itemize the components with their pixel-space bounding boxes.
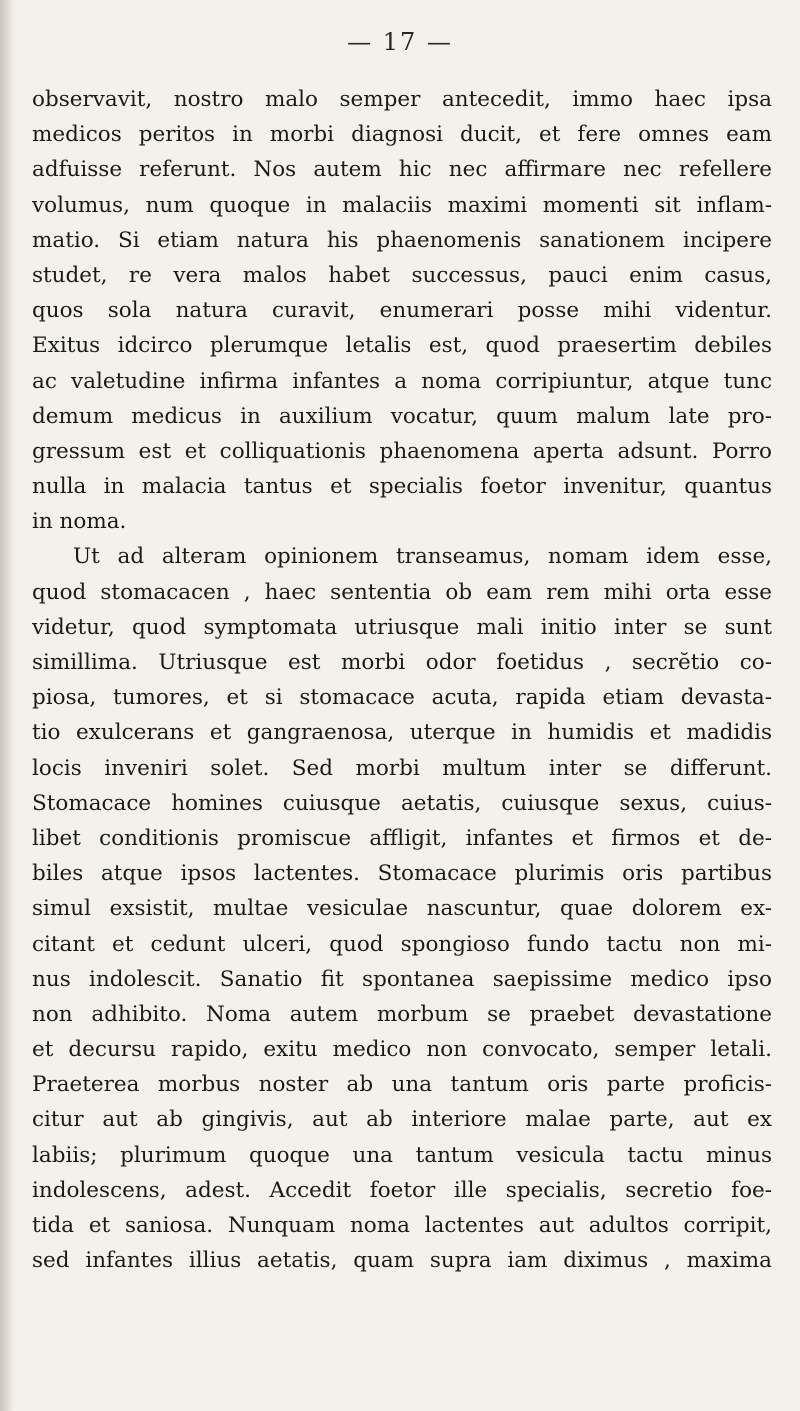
text-line-33: tida et saniosa. Nunquam noma lactentes aut adultos corripit,	[32, 1213, 772, 1238]
text-line-18: piosa, tumores, et si stomacace acuta, rapida etiam devasta-	[32, 685, 772, 711]
text-line-9: ac valetudine infirma infantes a noma corripiuntur, atque tunc	[32, 368, 772, 394]
text-line-29: Praeterea morbus noster ab una tantum oris parte proficis-	[32, 1072, 772, 1098]
text-line-21: Stomacace homines cuiusque aetatis, cuiusque sexus, cuius-	[32, 790, 772, 816]
text-line-13: in noma.	[32, 509, 127, 535]
text-line-28: et decursu rapido, exitu medico non convocato, semper letali.	[32, 1037, 772, 1063]
text-line-8: Exitus idcirco plerumque letalis est, quod praesertim debiles	[32, 333, 772, 359]
body-text	[32, 82, 772, 1278]
text-line-6: studet, re vera malos habet successus, pauci enim casus,	[32, 262, 772, 288]
page-number-header: — 17 —	[347, 28, 453, 56]
text-line-12: nulla in malacia tantus et specialis foetor invenitur, quantus	[32, 474, 772, 500]
text-line-30: citur aut ab gingivis, aut ab interiore malae parte, aut ex	[32, 1107, 772, 1133]
text-line-17: simillima. Utriusque est morbi odor foetidus , secrĕtio co-	[32, 650, 772, 675]
text-line-11: gressum est et colliquationis phaenomena aperta adsunt. Porro	[32, 438, 772, 464]
page-edge-shadow	[0, 0, 14, 1411]
text-line-1: observavit, nostro malo semper antecedit, immo haec ipsa	[32, 87, 772, 112]
text-line-27: non adhibito. Noma autem morbum se praebet devastatione	[32, 1001, 772, 1027]
text-line-3: adfuisse referunt. Nos autem hic nec affirmare nec refellere	[32, 157, 772, 183]
text-line-20: locis inveniri solet. Sed morbi multum inter se differunt.	[32, 755, 772, 781]
text-line-22: libet conditionis promiscue affligit, infantes et firmos et de-	[32, 825, 772, 851]
text-line-24: simul exsistit, multae vesiculae nascuntur, quae dolorem ex-	[32, 896, 772, 922]
text-line-4: volumus, num quoque in malaciis maximi momenti sit inflam-	[32, 192, 772, 218]
text-line-34: sed infantes illius aetatis, quam supra iam diximus , maxima	[32, 1248, 772, 1274]
text-line-15: quod stomacacen , haec sententia ob eam rem mihi orta esse	[32, 579, 772, 605]
text-line-2: medicos peritos in morbi diagnosi ducit, et fere omnes eam	[32, 122, 772, 148]
text-line-23: biles atque ipsos lactentes. Stomacace plurimis oris partibus	[32, 861, 772, 887]
text-line-26: nus indolescit. Sanatio fit spontanea saepissime medico ipso	[32, 966, 772, 992]
text-line-32: indolescens, adest. Accedit foetor ille specialis, secretio foe-	[32, 1177, 772, 1203]
text-line-31: labiis; plurimum quoque una tantum vesicula tactu minus	[32, 1142, 772, 1168]
text-line-16: videtur, quod symptomata utriusque mali initio inter se sunt	[32, 614, 772, 640]
text-line-10: demum medicus in auxilium vocatur, quum malum late pro-	[32, 403, 772, 429]
text-line-19: tio exulcerans et gangraenosa, uterque in humidis et madidis	[32, 720, 772, 746]
text-line-14: Ut ad alteram opinionem transeamus, nomam idem esse,	[73, 544, 772, 570]
text-line-25: citant et cedunt ulceri, quod spongioso fundo tactu non mi-	[32, 931, 772, 957]
text-line-5: matio. Si etiam natura his phaenomenis sanationem incipere	[32, 227, 772, 253]
text-line-7: quos sola natura curavit, enumerari posse mihi videntur.	[32, 298, 772, 324]
